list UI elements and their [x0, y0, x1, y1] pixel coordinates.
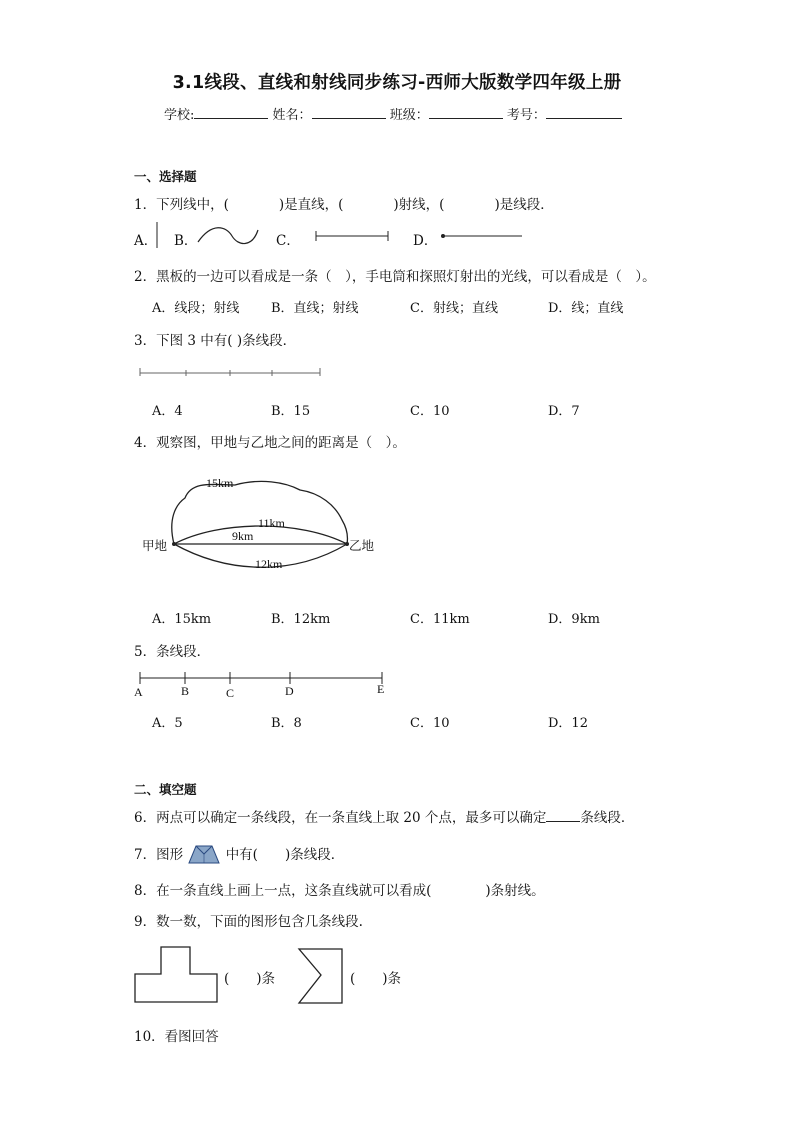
section-heading-choice: 一、选择题	[134, 169, 197, 184]
q2-option-a[interactable]: A．线段；射线	[152, 301, 240, 316]
q4-option-a[interactable]: A．15km	[152, 612, 212, 627]
q1-label-d: D．	[413, 233, 438, 249]
q4-label-9km: 9km	[232, 529, 254, 543]
question-1: 1．下列线中，( )是直线，( )射线，( )是线段．	[134, 197, 554, 213]
q1-label-a: A．	[134, 233, 158, 249]
q5-option-b[interactable]: B．8	[271, 716, 302, 731]
question-8: 8．在一条直线上画上一点，这条直线就可以看成( )条射线。	[134, 883, 545, 899]
q3-option-d[interactable]: D．7	[548, 404, 580, 419]
page-title: 3.1线段、直线和射线同步练习-西师大版数学四年级上册	[172, 73, 622, 93]
q3-option-c[interactable]: C．10	[410, 404, 450, 419]
q5-point-d: D	[285, 684, 294, 698]
q1-label-b: B．	[174, 233, 198, 249]
q9-t-shape	[135, 947, 217, 1002]
question-7: 7．图形 中有( )条线段．	[134, 843, 344, 866]
question-3: 3．下图 3 中有( )条线段．	[134, 333, 297, 349]
q1-label-c: C．	[276, 233, 300, 249]
question-2: 2．黑板的一边可以看成是一条（ ），手电筒和探照灯射出的光线，可以看成是（ ）。	[134, 269, 656, 285]
question-5: 5．条线段．	[134, 644, 211, 660]
school-label: 学校:	[164, 108, 195, 123]
class-label: 班级：	[389, 108, 429, 123]
q5-point-a: A	[134, 685, 143, 699]
exam-no-label: 考号：	[506, 108, 546, 123]
q4-label-12km: 12km	[255, 557, 283, 571]
q4-label-15km: 15km	[206, 476, 234, 490]
question-4: 4．观察图，甲地与乙地之间的距离是（ ）。	[134, 435, 406, 451]
q4-end-label: 乙地	[349, 538, 375, 553]
q9-arrow-shape	[299, 949, 342, 1003]
name-label: 姓名：	[272, 108, 312, 123]
section-heading-fill: 二、填空题	[134, 782, 197, 797]
q5-option-a[interactable]: A．5	[152, 716, 183, 731]
q4-option-c[interactable]: C．11km	[410, 612, 470, 627]
q2-option-c[interactable]: C．射线；直线	[410, 301, 498, 316]
q4-option-b[interactable]: B．12km	[271, 612, 331, 627]
question-6: 6．两点可以确定一条线段，在一条直线上取 20 个点，最多可以确定 条线段．	[134, 810, 635, 826]
q4-label-11km: 11km	[258, 516, 285, 530]
q9-answer-1[interactable]: ( )条	[224, 971, 276, 987]
q5-point-e: E	[377, 682, 385, 696]
q5-option-c[interactable]: C．10	[410, 716, 450, 731]
q2-option-b[interactable]: B．直线；射线	[271, 301, 359, 316]
q4-option-d[interactable]: D．9km	[548, 612, 600, 627]
q3-option-b[interactable]: B．15	[271, 404, 311, 419]
question-9: 9．数一数，下面的图形包含几条线段.	[134, 914, 363, 930]
q5-option-d[interactable]: D．12	[548, 716, 588, 731]
q2-option-d[interactable]: D．线；直线	[548, 301, 624, 316]
q3-option-a[interactable]: A．4	[152, 404, 183, 419]
q5-point-c: C	[226, 686, 235, 700]
q9-answer-2[interactable]: ( )条	[350, 971, 402, 987]
q4-start-label: 甲地	[142, 538, 168, 553]
question-10: 10．看图回答	[134, 1029, 219, 1045]
q5-point-b: B	[181, 684, 190, 698]
